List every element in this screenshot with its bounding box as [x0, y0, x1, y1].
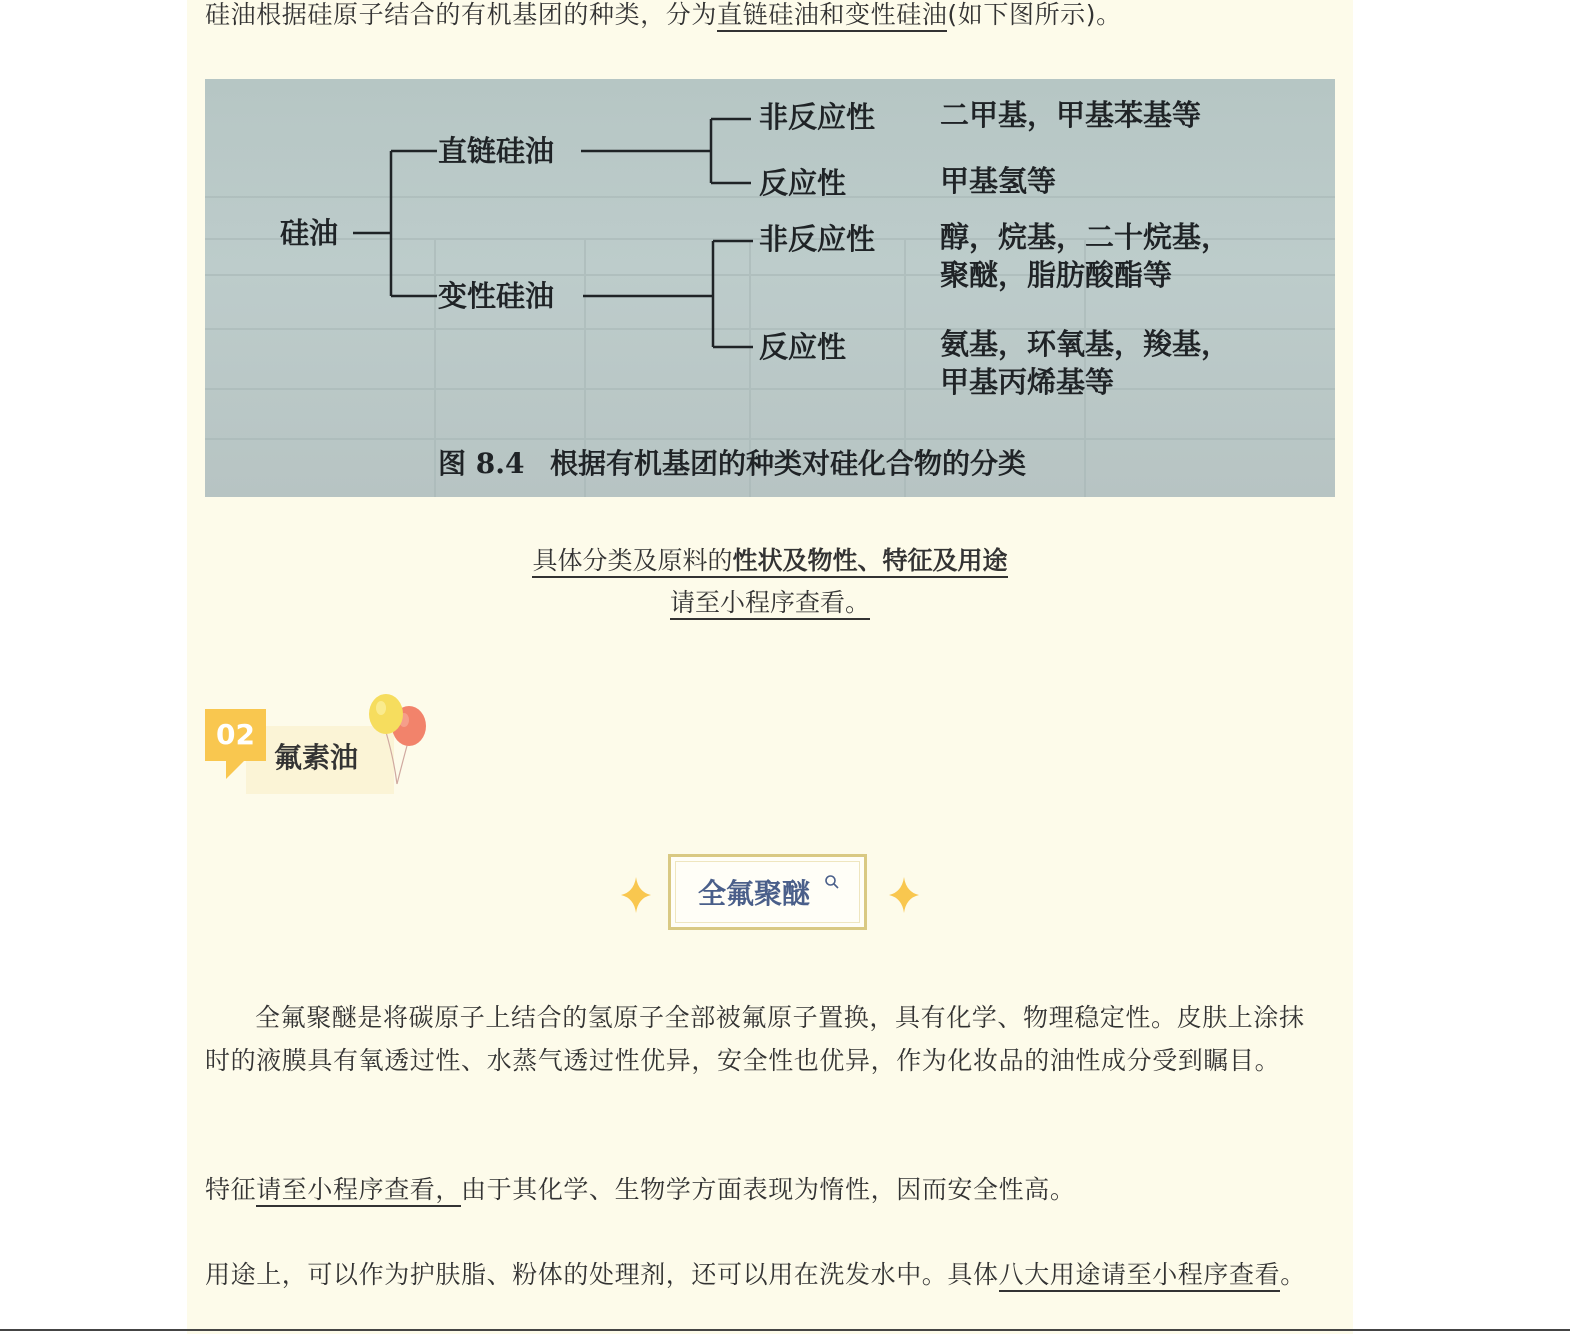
note-line-2 [187, 582, 1353, 624]
leaf-b2-desc-line1: 氨基，环氧基，羧基， [940, 327, 1231, 361]
paragraph-2 [205, 1168, 1317, 1211]
leaf-b2-desc-line2: 甲基丙烯基等 [940, 365, 1115, 399]
leaf-a2-desc: 甲基氢等 [940, 164, 1057, 198]
paragraph-1: 全氟聚醚是将碳原子上结合的氢原子全部被氟原子置换，具有化学、物理稳定性。皮肤上涂抹时的液膜具有氧透过性、水蒸气透过性优异，安全性也优异，作为化妆品的油性成分受到瞩目。 [205, 1003, 1305, 1075]
p2-prefix: 特征 [205, 1175, 257, 1204]
note-link-1[interactable] [532, 546, 1007, 578]
intro-text: 硅油根据硅原子结合的有机基团的种类，分为 [205, 0, 718, 29]
leaf-a2-label: 反应性 [759, 166, 847, 200]
section-title: 氟素油 [274, 741, 359, 774]
p3-link[interactable]: 八大用途请至小程序查看 [999, 1260, 1281, 1292]
leaf-b1-desc-line2: 聚醚，脂肪酸酯等 [940, 258, 1173, 292]
note-line-1 [187, 540, 1353, 582]
section-badge-tail [226, 759, 246, 779]
note-link-2[interactable]: 请至小程序查看。 [670, 588, 870, 620]
figure-caption: 根据有机基团的种类对硅化合物的分类 [550, 447, 1027, 480]
note-bold: 性状及物性、特征及用途 [732, 546, 1008, 575]
leaf-b1-desc-line1: 醇，烷基，二十烷基， [940, 220, 1231, 254]
bottom-divider [0, 1329, 1570, 1331]
figure-caption-number: 图 8.4 [438, 447, 525, 480]
sparkle-right-icon [889, 877, 919, 913]
leaf-b2-label: 反应性 [759, 330, 847, 364]
branch-straight-label: 直链硅油 [438, 134, 555, 168]
leaf-a1-desc: 二甲基，甲基苯基等 [940, 98, 1202, 132]
intro-suffix: (如下图所示)。 [947, 0, 1122, 29]
search-icon[interactable] [824, 874, 840, 890]
sparkle-left-icon [621, 877, 651, 913]
note-prefix: 具体分类及原料的 [532, 546, 733, 575]
p2-suffix: 由于其化学、生物学方面表现为惰性，因而安全性高。 [461, 1175, 1076, 1204]
leaf-b1-label: 非反应性 [759, 222, 876, 256]
p3-suffix: 。 [1280, 1260, 1306, 1289]
term-tag-label[interactable]: 全氟聚醚 [698, 877, 811, 910]
branch-modified-label: 变性硅油 [438, 279, 555, 313]
tree-diagram [205, 79, 1335, 497]
balloons-icon [364, 690, 432, 786]
intro-paragraph [205, 0, 1317, 36]
root-label: 硅油 [280, 216, 339, 250]
intro-link[interactable]: 直链硅油和变性硅油 [717, 0, 947, 32]
leaf-a1-label: 非反应性 [759, 100, 876, 134]
p2-link[interactable]: 请至小程序查看， [256, 1175, 461, 1207]
p3-prefix: 用途上，可以作为护肤脂、粉体的处理剂，还可以用在洗发水中。具体 [205, 1260, 999, 1289]
section-number-badge: 02 [205, 709, 266, 761]
classification-figure [205, 79, 1335, 497]
paragraph-3 [205, 1253, 1317, 1296]
